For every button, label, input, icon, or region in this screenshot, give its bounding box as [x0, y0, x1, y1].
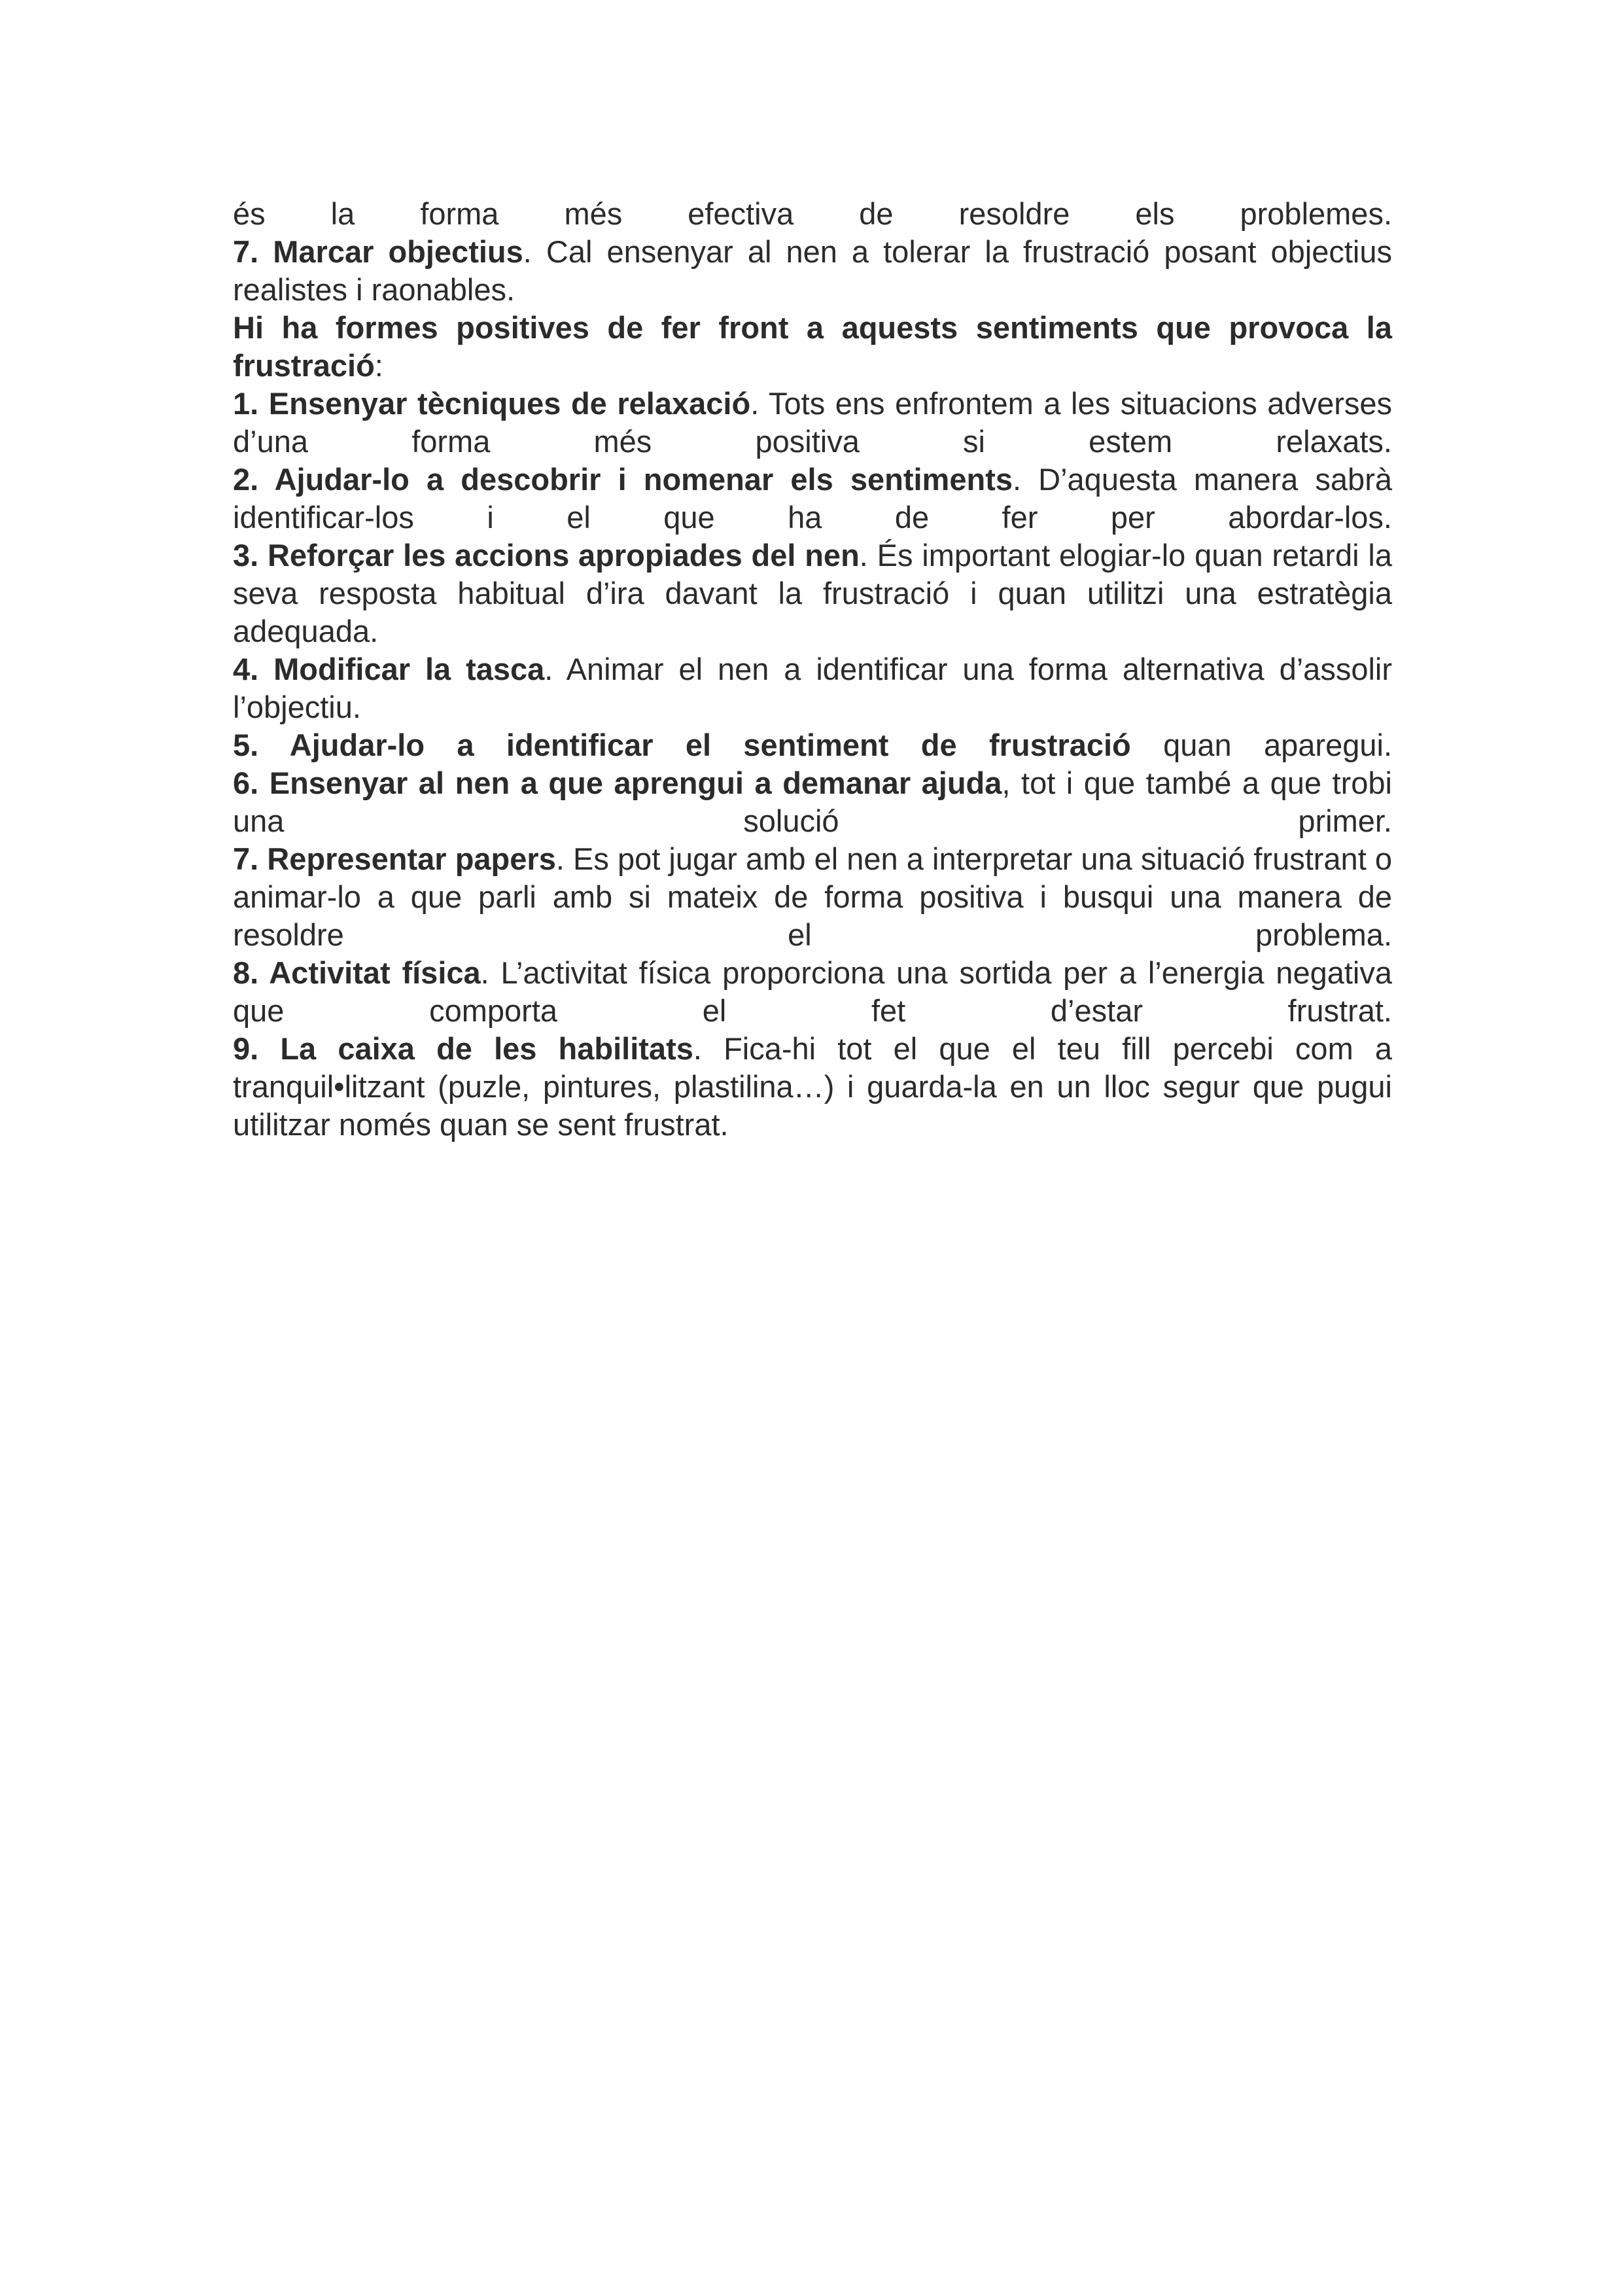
paragraph-item-1-relaxation	[233, 385, 1392, 461]
paragraph-bold: 9. La caixa de les habilitats	[233, 1031, 693, 1066]
paragraph-bold: 7. Marcar objectius	[233, 234, 523, 269]
paragraph-bold: 4. Modificar la tasca	[233, 652, 545, 686]
paragraph-item-7-roles	[233, 840, 1392, 954]
paragraph-text: . Tots ens enfrontem a les situacions adverses d’una forma més positiva si estem relaxats.	[233, 386, 1392, 459]
paragraph-text: :	[374, 348, 383, 383]
paragraph-text: . Animar el nen a identificar una forma alternativa d’assolir l’objectiu.	[233, 652, 1392, 724]
paragraph-bold: 6. Ensenyar al nen a que aprengui a demanar ajuda	[233, 766, 1002, 800]
paragraph-item-4-task	[233, 650, 1392, 726]
paragraph-bold: Hi ha formes positives de fer front a aquests sentiments que provoca la frustració	[233, 310, 1392, 383]
paragraph-item-9-skills-box	[233, 1030, 1392, 1144]
paragraph-bold: 8. Activitat física	[233, 955, 481, 990]
paragraph-bold: 7. Representar papers	[233, 841, 556, 876]
paragraph-bold: 3. Reforçar les accions apropiades del nen	[233, 538, 860, 573]
paragraph-bold: 5. Ajudar-lo a identificar el sentiment de frustració	[233, 728, 1131, 762]
paragraph-continuation	[233, 195, 1392, 233]
paragraph-item-6-ask-help	[233, 764, 1392, 840]
paragraph-item-5-identify	[233, 726, 1392, 764]
paragraph-text: . Fica-hi tot el que el teu fill percebi com a tranquil•litzant (puzle, pintures, plastilina…) i guarda-la en un lloc segur que pugui utilitzar només quan se sent frustrat.	[233, 1031, 1393, 1142]
paragraph-text: . D’aquesta manera sabrà identificar-los i el que ha de fer per abordar-los.	[233, 462, 1392, 535]
paragraph-text: és la forma més efectiva de resoldre els problemes.	[233, 196, 1392, 231]
paragraph-text: . És important elogiar-lo quan retardi la seva resposta habitual d’ira davant la frustració i quan utilitzi una estratègia adequada.	[233, 538, 1392, 648]
paragraph-bold: 1. Ensenyar tècniques de relaxació	[233, 386, 751, 421]
paragraph-bold: 2. Ajudar-lo a descobrir i nomenar els sentiments	[233, 462, 1013, 497]
paragraph-item-7-objectives	[233, 233, 1392, 309]
paragraph-text: quan aparegui.	[1130, 728, 1392, 762]
paragraph-text: , tot i que també a que trobi una solució primer.	[233, 766, 1392, 838]
paragraph-item-8-physical	[233, 954, 1392, 1030]
section-heading	[233, 309, 1392, 385]
paragraph-text: . Es pot jugar amb el nen a interpretar una situació frustrant o animar-lo a que parli amb si mateix de forma positiva i busqui una manera de resoldre el problema.	[233, 841, 1392, 952]
paragraph-text: . L’activitat física proporciona una sortida per a l’energia negativa que comporta el fet d’estar frustrat.	[233, 955, 1392, 1028]
document-page	[233, 195, 1392, 1144]
paragraph-text: . Cal ensenyar al nen a tolerar la frustració posant objectius realistes i raonables.	[233, 234, 1393, 307]
paragraph-item-2-feelings	[233, 461, 1392, 537]
paragraph-item-3-reinforce	[233, 537, 1392, 650]
